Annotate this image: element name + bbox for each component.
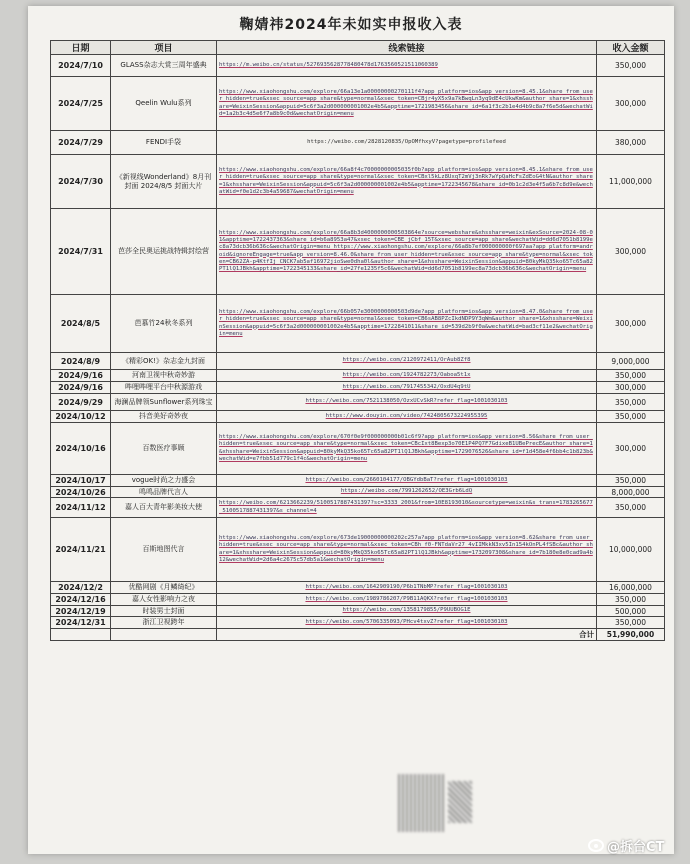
total-row (51, 629, 665, 641)
row-amount: 11,000,000 (597, 155, 665, 209)
clue-link[interactable]: https://weibo.com/6213662239/5100517887431397?sc=3333_2001&from=10E8193010&sourcetype=weixin&s_trans=1783265677_5100517887431397&s_channel=4 (219, 500, 593, 514)
row-amount: 350,000 (597, 370, 665, 382)
table-row (51, 411, 665, 423)
row-link (217, 606, 597, 617)
row-link (217, 382, 597, 394)
row-item: 百斯地图代言 (111, 518, 217, 582)
table-row (51, 518, 665, 582)
row-date: 2024/12/16 (51, 594, 111, 606)
total-label: 合计 (217, 629, 597, 641)
row-link (217, 411, 597, 423)
row-item: 嘉人百大青年影美妆大使 (111, 498, 217, 518)
row-item: 芭莎全民奥运挑战特辑封绘营 (111, 209, 217, 295)
document-paper (28, 6, 674, 854)
clue-link[interactable]: https://m.weibo.cn/status/5276935628778480478d1763560521511060389 (219, 61, 438, 68)
row-item: 优酷网剧《月鳞绮纪》 (111, 582, 217, 594)
row-date: 2024/11/21 (51, 518, 111, 582)
qr-code-icon (398, 774, 444, 832)
clue-link[interactable]: https://www.xiaohongshu.com/explore/66a13e1a00000000270111f4?app_platform=ios&app_version=8.45.1&share_from_user_hidden=true&xsec_source=app_share&type=normal&xsec_token=CBjr4yX5x9a7kBwqLn3yq9dE4cUkwKm&author_share=1&xhsshare=WeixinSession&appuid=5c6f3a2d000000001002e4b5&apptime=1721983456&share_id=6a1f3c2b1e4d4b9c8a7f6e5d&wechatWid=1a2b3c4d5e6f7a8b9c0d&wechatOrigin=menu (219, 88, 593, 117)
clue-link[interactable]: https://www.douyin.com/video/7424805673224955395 (325, 412, 488, 419)
row-date: 2024/11/12 (51, 498, 111, 518)
row-link (217, 487, 597, 498)
table-row (51, 487, 665, 498)
table-row (51, 370, 665, 382)
row-link (217, 370, 597, 382)
row-amount: 16,000,000 (597, 582, 665, 594)
header-link: 线索链接 (217, 41, 597, 55)
clue-link[interactable]: https://weibo.com/1989786207/P9B11AQKX?refer_flag=1001030103 (305, 595, 508, 602)
row-amount: 300,000 (597, 423, 665, 475)
row-link (217, 353, 597, 370)
clue-link[interactable]: https://www.xiaohongshu.com/explore/66b057e3000000000503d9de?app_platform=ios&app_version=8.47.0&share_from_user_hidden=true&xsec_source=app_share&type=normal&xsec_token=CB6sAB8PZcIkdNDP9Y3qWm&author_share=1&xhsshare=WeixinSession&appuid=5c6f3a2d000000001002e4b5&apptime=1722841011&share_id=539d2b9f0a&wechatWid=bad3cf11e2&wechatOrigin=menu (219, 308, 593, 337)
total-amount: 51,990,000 (597, 629, 665, 641)
clue-link[interactable]: https://weibo.com/7917455342/OxdU4q9tU (342, 383, 471, 390)
row-item: FENDI手袋 (111, 131, 217, 155)
row-item: 海澜品牌领Sunflower系列珠宝 (111, 394, 217, 411)
table-row (51, 155, 665, 209)
row-link (217, 518, 597, 582)
row-amount: 8,000,000 (597, 487, 665, 498)
header-item: 项目 (111, 41, 217, 55)
row-item: GLASS杂志大赏三周年盛典 (111, 55, 217, 77)
row-link (217, 209, 597, 295)
table-row (51, 423, 665, 475)
row-amount: 500,000 (597, 606, 665, 617)
table-row (51, 475, 665, 487)
row-date: 2024/9/16 (51, 370, 111, 382)
row-amount: 10,000,000 (597, 518, 665, 582)
row-amount: 350,000 (597, 394, 665, 411)
clue-link[interactable]: https://weibo.com/5706335093/PHcv4txvZ?refer_flag=1001030103 (305, 618, 508, 625)
row-item: 百数医疗事顾 (111, 423, 217, 475)
row-link (217, 55, 597, 77)
row-amount: 300,000 (597, 209, 665, 295)
row-date: 2024/10/12 (51, 411, 111, 423)
clue-link[interactable]: https://weibo.com/1358179855/P9UUBOG1E (342, 607, 471, 614)
clue-link[interactable]: https://weibo.com/1924782273/Oaboa5t1x (342, 371, 471, 378)
row-date: 2024/7/25 (51, 77, 111, 131)
row-item: vogue时尚之力盛会 (111, 475, 217, 487)
table-row (51, 77, 665, 131)
row-amount: 350,000 (597, 475, 665, 487)
table-row (51, 394, 665, 411)
row-item: 浙江卫视跨年 (111, 617, 217, 629)
table-row (51, 498, 665, 518)
table-row (51, 594, 665, 606)
qr-code-fragment-icon (448, 781, 472, 823)
clue-link[interactable]: https://weibo.com/2660104177/OBGYdbBaT?refer_flag=1001030103 (305, 476, 508, 483)
row-amount: 380,000 (597, 131, 665, 155)
row-date: 2024/12/2 (51, 582, 111, 594)
income-table (50, 40, 665, 641)
row-item: 哔哩哔哩平台中秋源游戏 (111, 382, 217, 394)
row-link (217, 617, 597, 629)
row-link (217, 498, 597, 518)
table-row (51, 295, 665, 353)
watermark-text: @拆台CT (607, 840, 665, 855)
row-link (217, 131, 597, 155)
clue-link[interactable]: https://weibo.com/1642909190/P6b1TNbMP?refer_flag=1001030103 (305, 583, 508, 590)
row-date: 2024/9/16 (51, 382, 111, 394)
row-link (217, 423, 597, 475)
row-amount: 300,000 (597, 382, 665, 394)
row-date: 2024/10/17 (51, 475, 111, 487)
row-item: 芭慕竹24秋冬系列 (111, 295, 217, 353)
row-amount: 350,000 (597, 498, 665, 518)
row-amount: 300,000 (597, 295, 665, 353)
clue-link[interactable]: https://weibo.com/7521138050/OzxUCvSkR?refer_flag=1001030103 (305, 398, 508, 405)
row-date: 2024/8/9 (51, 353, 111, 370)
row-date: 2024/10/16 (51, 423, 111, 475)
row-link (217, 155, 597, 209)
row-item: 时装男士封面 (111, 606, 217, 617)
table-row (51, 617, 665, 629)
row-item: 抖音美好奇妙夜 (111, 411, 217, 423)
table-row (51, 209, 665, 295)
header-date: 日期 (51, 41, 111, 55)
table-row (51, 353, 665, 370)
table-row (51, 606, 665, 617)
row-amount: 350,000 (597, 411, 665, 423)
row-link (217, 77, 597, 131)
row-amount: 350,000 (597, 594, 665, 606)
row-item: Qeelin Wulu系列 (111, 77, 217, 131)
row-date: 2024/10/26 (51, 487, 111, 498)
row-date: 2024/7/30 (51, 155, 111, 209)
row-item: 河南卫视中秋奇妙游 (111, 370, 217, 382)
row-date: 2024/12/31 (51, 617, 111, 629)
table-row (51, 582, 665, 594)
row-link (217, 295, 597, 353)
row-item: 《精彩OK!》杂志金九封面 (111, 353, 217, 370)
clue-link[interactable]: https://www.xiaohongshu.com/explore/673de19000000000202c257a?app_platform=ios&app_version=8.62&share_from_user_hidden=true&xsec_source=app_share&type=normal&xsec_token=CBh_f0-FNTdaVr27_4vIIMkkN3xv5In154kOnPL4fSBc&author_share=1&xhsshare=WeixinSession&appuid=80kyMkQ35ko65Tc65a82PT1lQ1JBkh&apptime=1732097308&share_id=7b180e8e0cad9a4b12&wechatWid=2d6a4c2675c57db5a1&wechatOrigin=menu (219, 534, 593, 563)
row-date: 2024/8/5 (51, 295, 111, 353)
clue-link[interactable]: https://weibo.com/7991262652/OE3Grb6LdQ (340, 488, 473, 495)
clue-link[interactable]: https://www.xiaohongshu.com/explore/66a8f4c70000000005035f0b?app_platform=ios&app_version=8.45.1&share_from_user_hidden=true&xsec_source=app_share&type=normal&xsec_token=CBxl5kLz8UxqT2mVj3nRk7wYpQaHcFsZdEoG4tN&author_share=1&xhsshare=WeixinSession&appuid=5c6f3a2d000000001002e4b5&apptime=1722345678&share_id=0b1c2d3e4f5a6b7c8d9e&wechatWid=f0e1d2c3b4a59687&wechatOrigin=menu (219, 166, 593, 195)
total-empty-cell (111, 629, 217, 641)
table-header-row (51, 41, 665, 55)
weibo-icon (588, 839, 604, 852)
total-empty-cell (51, 629, 111, 641)
row-date: 2024/7/10 (51, 55, 111, 77)
watermark (588, 836, 664, 855)
clue-link[interactable]: https://weibo.com/2120972411/OrAub8Zf8 (342, 357, 471, 364)
clue-link[interactable]: https://www.xiaohongshu.com/explore/670f0e9f000000000b01c6f9?app_platform=ios&app_version=8.56&share_from_user_hidden=true&xsec_source=app_share&type=normal&xsec_token=CBcIxt8Bexp3o70E1P4PQ7F7GdixeB1UBePrecE&author_share=1&xhsshare=WeixinSession&appuid=80kyMkQ35ko65Tc65a82PT1lQ1JBkh&apptime=1729076526&share_id=f1d458e4f6bb4c1b823b&wechatWid=e7fbb51d779c1f4c&wechatOrigin=menu (219, 433, 593, 462)
row-link (217, 394, 597, 411)
row-date: 2024/7/29 (51, 131, 111, 155)
table-row (51, 131, 665, 155)
row-amount: 350,000 (597, 55, 665, 77)
document-title: 鞠婧祎2024年未如实申报收入表 (239, 17, 463, 33)
row-link (217, 594, 597, 606)
clue-link[interactable]: https://weibo.com/2828120835/OpOMfhxyV?pagetype=profilefeed (307, 138, 506, 145)
row-link (217, 582, 597, 594)
row-date: 2024/9/29 (51, 394, 111, 411)
row-item: 嘉人女性影响力之夜 (111, 594, 217, 606)
row-item: 鸣鸣品牌代言人 (111, 487, 217, 498)
row-amount: 300,000 (597, 77, 665, 131)
row-date: 2024/7/31 (51, 209, 111, 295)
row-amount: 9,000,000 (597, 353, 665, 370)
header-amount: 收入金额 (597, 41, 665, 55)
clue-link[interactable]: https://www.xiaohongshu.com/explore/66a8b3d4000000000503864e?source=webshare&xhsshare=weixin&exSource=2024-08-01&apptime=1722437363&share_id=b6a8953a47&xsec_token=CBE_jCbf_15T&xsec_source=app_share&wechatWid=dd6d7051b8199ec8a73dcb36b636c&wechatOrigin=menu https://www.xiaohongshu.com/explore/66a8b7ef000000000f697aa?app_platform=android&ignoreEngage=true&app_version=8.46.0&share_from_user_hidden=true&xsec_source=app_share&type=normal&xsec_token=CB62ZA-p4KtfIj_CNCK7ab5af16972jioSwe0dha0l&author_share=1&xhsshare=WeixinSession&appuid=80kyMkQ35ko65Tc65a82PT1lQ1JBkh&apptime=1722345133&share_id=27fe1235f5c6&wechatWid=dd6d7051b8199ec8a73dcb36b636c&wechatOrigin=menu (219, 229, 593, 273)
row-date: 2024/12/19 (51, 606, 111, 617)
table-row (51, 382, 665, 394)
table-row (51, 55, 665, 77)
row-link (217, 475, 597, 487)
row-item: 《新视线Wonderland》8月刊封面 2024/8/5 封面大片 (111, 155, 217, 209)
row-amount: 350,000 (597, 617, 665, 629)
